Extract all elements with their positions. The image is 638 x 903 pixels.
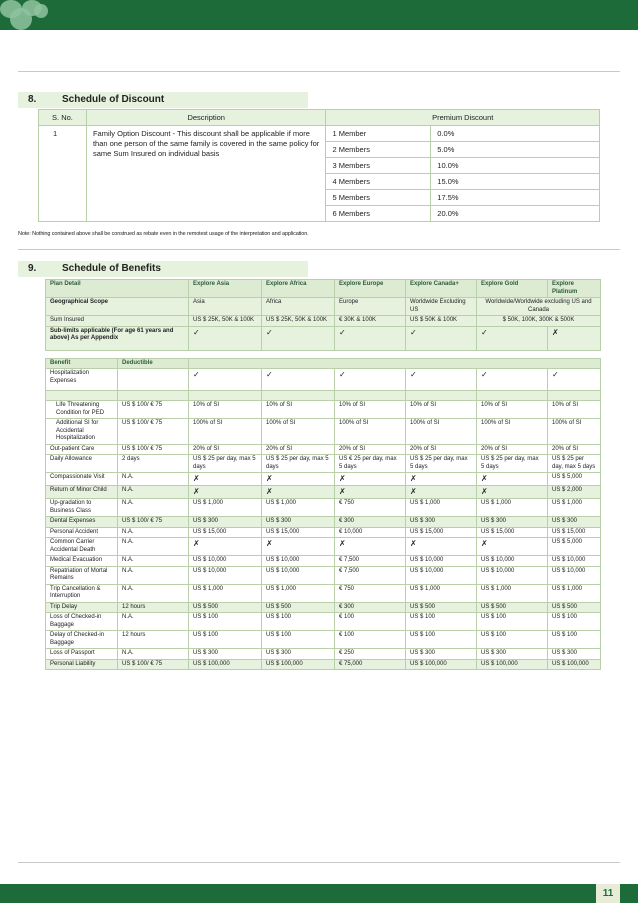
member-count: 3 Members xyxy=(326,158,431,174)
cross-icon: ✗ xyxy=(262,473,335,486)
benefit-name: Personal Liability xyxy=(46,659,118,670)
benefit-row xyxy=(46,391,601,401)
benefit-value: US $ 100,000 xyxy=(262,659,335,670)
plan-header-cell: Explore Platinum xyxy=(548,280,601,298)
benefit-value: US $ 300 xyxy=(477,517,548,528)
cross-icon: ✗ xyxy=(406,538,477,556)
benefit-row xyxy=(46,649,601,660)
benefit-deductible xyxy=(118,391,189,401)
discount-rate: 17.5% xyxy=(431,190,600,206)
mid-rule xyxy=(18,249,620,250)
benefit-deductible: N.A. xyxy=(118,486,189,499)
benefit-value: US $ 100 xyxy=(262,631,335,649)
benefit-value: US $ 1,000 xyxy=(406,584,477,602)
benefit-value: US $ 25 per day, max 5 days xyxy=(406,455,477,473)
cross-icon: ✗ xyxy=(189,538,262,556)
benefit-value: 10% of SI xyxy=(335,401,406,419)
benefit-value: 10% of SI xyxy=(548,401,601,419)
section-title: Schedule of Benefits xyxy=(62,263,161,274)
benefit-row xyxy=(46,455,601,473)
sum-insured-value: US $ 25K, 50K & 100K xyxy=(189,316,262,327)
benefit-value: € 10,000 xyxy=(335,527,406,538)
benefit-value: 20% of SI xyxy=(335,444,406,455)
benefit-value: 20% of SI xyxy=(477,444,548,455)
benefit-row xyxy=(46,556,601,567)
benefit-row xyxy=(46,419,601,445)
benefit-deductible: US $ 100/ € 75 xyxy=(118,444,189,455)
benefit-value xyxy=(335,391,406,401)
plan-header-cell: Explore Asia xyxy=(189,280,262,298)
benefit-value: € 7,500 xyxy=(335,556,406,567)
benefit-row xyxy=(46,631,601,649)
benefit-value: US $ 10,000 xyxy=(262,556,335,567)
benefit-value: US $ 1,000 xyxy=(477,584,548,602)
benefit-value: US $ 100,000 xyxy=(477,659,548,670)
benefit-name: Out-patient Care xyxy=(46,444,118,455)
benefit-value: 100% of SI xyxy=(262,419,335,445)
benefit-value: 20% of SI xyxy=(189,444,262,455)
benefit-value: US $ 1,000 xyxy=(548,584,601,602)
benefit-value: US $ 5,000 xyxy=(548,473,601,486)
benefit-deductible: 12 hours xyxy=(118,602,189,613)
benefit-value: € 7,500 xyxy=(335,566,406,584)
benefit-name: Up-gradation to Business Class xyxy=(46,499,118,517)
benefit-value: US $ 15,000 xyxy=(548,527,601,538)
sum-insured-value: US $ 25K, 50K & 100K xyxy=(262,316,335,327)
cross-icon: ✗ xyxy=(335,538,406,556)
benefit-value: US $ 1,000 xyxy=(189,499,262,517)
benefit-value: US $ 100 xyxy=(477,631,548,649)
benefit-deductible: US $ 100/ € 75 xyxy=(118,401,189,419)
benefit-value: US $ 500 xyxy=(548,602,601,613)
benefit-value: 100% of SI xyxy=(189,419,262,445)
discount-rate: 15.0% xyxy=(431,174,600,190)
sublimits-row xyxy=(46,326,601,350)
benefit-value: 20% of SI xyxy=(548,444,601,455)
benefit-name: Dental Expenses xyxy=(46,517,118,528)
check-icon: ✓ xyxy=(189,326,262,350)
discount-section-heading xyxy=(18,92,308,108)
benefit-value: US $ 25 per day, max 5 days xyxy=(262,455,335,473)
benefit-value: US $ 100 xyxy=(262,613,335,631)
check-icon: ✓ xyxy=(477,369,548,391)
benefit-value: US $ 500 xyxy=(262,602,335,613)
benefit-name: Common Carrier Accidental Death xyxy=(46,538,118,556)
benefit-deductible: US $ 100/ € 75 xyxy=(118,517,189,528)
check-icon: ✓ xyxy=(406,369,477,391)
benefit-value: US $ 100 xyxy=(477,613,548,631)
discount-rate: 20.0% xyxy=(431,206,600,222)
benefit-value: US $ 100 xyxy=(189,631,262,649)
discount-row xyxy=(39,126,600,142)
benefit-value: € 75,000 xyxy=(335,659,406,670)
footer-rule xyxy=(18,862,620,863)
benefit-value: US $ 300 xyxy=(406,517,477,528)
discount-rate: 10.0% xyxy=(431,158,600,174)
benefit-row xyxy=(46,613,601,631)
benefit-value xyxy=(189,391,262,401)
plan-header-cell: Explore Africa xyxy=(262,280,335,298)
page-number: 11 xyxy=(596,884,620,903)
benefit-value: US $ 10,000 xyxy=(189,566,262,584)
member-count: 2 Members xyxy=(326,142,431,158)
header-bar xyxy=(0,0,638,30)
benefit-name: Trip Cancellation & Interruption xyxy=(46,584,118,602)
benefit-name: Personal Accident xyxy=(46,527,118,538)
benefit-value: US $ 500 xyxy=(406,602,477,613)
benefit-value: 100% of SI xyxy=(335,419,406,445)
benefit-value: US $ 1,000 xyxy=(262,584,335,602)
header-sno: S. No. xyxy=(39,110,87,126)
benefit-name: Delay of Checked-in Baggage xyxy=(46,631,118,649)
check-icon: ✓ xyxy=(335,326,406,350)
discount-rate: 0.0% xyxy=(431,126,600,142)
benefit-value: US $ 300 xyxy=(189,649,262,660)
benefit-value: US $ 10,000 xyxy=(477,556,548,567)
benefit-value: US $ 1,000 xyxy=(189,584,262,602)
benefit-value: US $ 300 xyxy=(262,649,335,660)
benefit-deductible: 2 days xyxy=(118,455,189,473)
benefit-value: 20% of SI xyxy=(262,444,335,455)
benefit-value: 10% of SI xyxy=(406,401,477,419)
header-premium-discount: Premium Discount xyxy=(326,110,600,126)
benefit-value: € 750 xyxy=(335,499,406,517)
benefit-value: US € 25 per day, max 5 days xyxy=(335,455,406,473)
benefit-deductible: N.A. xyxy=(118,499,189,517)
header-description: Description xyxy=(86,110,326,126)
benefit-deductible: N.A. xyxy=(118,527,189,538)
benefit-value: US $ 500 xyxy=(477,602,548,613)
benefit-value: US $ 10,000 xyxy=(189,556,262,567)
benefit-value: US $ 100,000 xyxy=(548,659,601,670)
benefit-deductible: 12 hours xyxy=(118,631,189,649)
benefit-value: US $ 300 xyxy=(406,649,477,660)
benefits-section-heading xyxy=(18,261,308,277)
benefit-value: US $ 300 xyxy=(477,649,548,660)
check-icon: ✓ xyxy=(335,369,406,391)
benefit-value: US $ 10,000 xyxy=(548,556,601,567)
benefit-value: US $ 1,000 xyxy=(548,499,601,517)
geo-scope-value: Europe xyxy=(335,298,406,316)
benefit-value: US $ 300 xyxy=(548,649,601,660)
benefit-value: US $ 15,000 xyxy=(406,527,477,538)
sum-insured-value: € 30K & 100K xyxy=(335,316,406,327)
cross-icon: ✗ xyxy=(335,486,406,499)
benefits-table xyxy=(45,279,601,670)
benefit-value: US $ 300 xyxy=(262,517,335,528)
sum-insured-row xyxy=(46,316,601,327)
benefit-value: US $ 100,000 xyxy=(406,659,477,670)
geo-scope-value: Asia xyxy=(189,298,262,316)
benefit-deductible: N.A. xyxy=(118,649,189,660)
benefit-value: US $ 100,000 xyxy=(189,659,262,670)
benefit-value: US $ 100 xyxy=(406,613,477,631)
benefit-name: Additional SI for Accidental Hospitalization xyxy=(46,419,118,445)
cross-icon: ✗ xyxy=(189,473,262,486)
benefit-value: US $ 25 per day, max 5 days xyxy=(189,455,262,473)
header-fill xyxy=(189,358,601,369)
benefit-value: US $ 1,000 xyxy=(406,499,477,517)
benefit-value: US $ 300 xyxy=(189,517,262,528)
section-number: 9. xyxy=(28,263,37,274)
benefit-value: € 100 xyxy=(335,613,406,631)
benefit-name: Loss of Checked-in Baggage xyxy=(46,613,118,631)
benefit-value: US $ 15,000 xyxy=(189,527,262,538)
benefit-row xyxy=(46,401,601,419)
benefit-value: 100% of SI xyxy=(406,419,477,445)
benefit-value: US $ 10,000 xyxy=(477,566,548,584)
cross-icon: ✗ xyxy=(406,473,477,486)
benefit-value: US $ 100 xyxy=(548,631,601,649)
benefit-row xyxy=(46,473,601,486)
cross-icon: ✗ xyxy=(189,486,262,499)
benefit-row xyxy=(46,527,601,538)
sum-insured-value: $ 50K, 100K, 300K & 500K xyxy=(477,316,601,327)
benefit-row xyxy=(46,486,601,499)
check-icon: ✓ xyxy=(262,326,335,350)
benefit-row xyxy=(46,659,601,670)
benefit-value: US $ 10,000 xyxy=(406,556,477,567)
member-count: 5 Members xyxy=(326,190,431,206)
benefit-row xyxy=(46,584,601,602)
cross-icon: ✗ xyxy=(262,486,335,499)
spacer-row xyxy=(46,350,601,358)
check-icon: ✓ xyxy=(477,326,548,350)
benefit-row xyxy=(46,444,601,455)
sublimits-label: Sub-limits applicable (For age 61 years and above) As per Appendix xyxy=(46,326,189,350)
benefit-name: Life Threatening Condition for PED xyxy=(46,401,118,419)
benefit-deductible: N.A. xyxy=(118,556,189,567)
plan-header-cell: Plan Detail xyxy=(46,280,189,298)
check-icon: ✓ xyxy=(262,369,335,391)
benefit-deductible: N.A. xyxy=(118,538,189,556)
benefit-name: Loss of Passport xyxy=(46,649,118,660)
benefit-header-cell: Benefit xyxy=(46,358,118,369)
benefit-value: US $ 25 per day, max 5 days xyxy=(477,455,548,473)
plan-header-cell: Explore Europe xyxy=(335,280,406,298)
benefit-deductible: US $ 100/ € 75 xyxy=(118,419,189,445)
section-number: 8. xyxy=(28,94,37,105)
cross-icon: ✗ xyxy=(477,473,548,486)
benefit-row xyxy=(46,517,601,528)
cross-icon: ✗ xyxy=(262,538,335,556)
benefit-value: US $ 300 xyxy=(548,517,601,528)
benefit-value: € 300 xyxy=(335,517,406,528)
benefit-name xyxy=(46,391,118,401)
benefit-value: US $ 10,000 xyxy=(406,566,477,584)
section-title: Schedule of Discount xyxy=(62,94,165,105)
sum-insured-label: Sum Insured xyxy=(46,316,189,327)
benefit-deductible: N.A. xyxy=(118,473,189,486)
discount-rate: 5.0% xyxy=(431,142,600,158)
member-count: 4 Members xyxy=(326,174,431,190)
benefit-value: 20% of SI xyxy=(406,444,477,455)
benefit-row xyxy=(46,602,601,613)
benefit-row xyxy=(46,566,601,584)
benefit-name: Hospitalization Expenses xyxy=(46,369,118,391)
benefit-deductible: N.A. xyxy=(118,566,189,584)
benefit-value xyxy=(262,391,335,401)
benefit-value: US $ 1,000 xyxy=(477,499,548,517)
benefit-row xyxy=(46,369,601,391)
benefit-deductible: N.A. xyxy=(118,613,189,631)
benefit-value: US $ 10,000 xyxy=(262,566,335,584)
benefit-value xyxy=(477,391,548,401)
benefit-deductible: N.A. xyxy=(118,584,189,602)
spacer xyxy=(46,350,601,358)
benefit-name: Trip Delay xyxy=(46,602,118,613)
benefit-value: US $ 500 xyxy=(189,602,262,613)
benefit-value: US $ 5,000 xyxy=(548,538,601,556)
benefit-row xyxy=(46,499,601,517)
geo-scope-value: Worldwide Excluding US xyxy=(406,298,477,316)
benefit-value: 10% of SI xyxy=(262,401,335,419)
benefit-name: Return of Minor Child xyxy=(46,486,118,499)
cross-icon: ✗ xyxy=(548,326,601,350)
check-icon: ✓ xyxy=(548,369,601,391)
plan-header-row xyxy=(46,280,601,298)
cross-icon: ✗ xyxy=(477,486,548,499)
geo-scope-label: Geographical Scope xyxy=(46,298,189,316)
benefit-header-row xyxy=(46,358,601,369)
benefit-deductible xyxy=(118,369,189,391)
benefit-value: € 100 xyxy=(335,631,406,649)
top-rule xyxy=(18,71,620,72)
benefit-name: Daily Allowance xyxy=(46,455,118,473)
member-count: 6 Members xyxy=(326,206,431,222)
geo-scope-value: Worldwide/Worldwide excluding US and Canada xyxy=(477,298,601,316)
benefit-name: Repatriation of Mortal Remains xyxy=(46,566,118,584)
benefit-value xyxy=(548,391,601,401)
benefit-value: 10% of SI xyxy=(477,401,548,419)
plan-header-cell: Explore Canada+ xyxy=(406,280,477,298)
benefit-value: € 250 xyxy=(335,649,406,660)
geo-scope-value: Africa xyxy=(262,298,335,316)
cross-icon: ✗ xyxy=(477,538,548,556)
benefit-value: US $ 100 xyxy=(406,631,477,649)
benefit-value: US $ 2,000 xyxy=(548,486,601,499)
check-icon: ✓ xyxy=(406,326,477,350)
geo-scope-row xyxy=(46,298,601,316)
member-count: 1 Member xyxy=(326,126,431,142)
discount-note: Note: Nothing contained above shall be construed as rebate even in the remotest usage of the interpretation and application. xyxy=(18,231,309,237)
check-icon: ✓ xyxy=(189,369,262,391)
discount-description: Family Option Discount - This discount shall be applicable if more than one person of the same family is covered in the same policy for same Sum Insured on individual basis xyxy=(86,126,326,222)
cross-icon: ✗ xyxy=(406,486,477,499)
benefit-value: 10% of SI xyxy=(189,401,262,419)
benefit-value: US $ 10,000 xyxy=(548,566,601,584)
plan-header-cell: Explore Gold xyxy=(477,280,548,298)
benefit-name: Compassionate Visit xyxy=(46,473,118,486)
benefit-value: 100% of SI xyxy=(548,419,601,445)
benefit-row xyxy=(46,538,601,556)
benefit-value: US $ 100 xyxy=(189,613,262,631)
sum-insured-value: US $ 50K & 100K xyxy=(406,316,477,327)
cross-icon: ✗ xyxy=(335,473,406,486)
benefit-value: € 750 xyxy=(335,584,406,602)
benefit-value xyxy=(406,391,477,401)
deductible-header-cell: Deductible xyxy=(118,358,189,369)
benefit-name: Medical Evacuation xyxy=(46,556,118,567)
footer-bar xyxy=(0,884,638,903)
benefit-value: 100% of SI xyxy=(477,419,548,445)
benefit-value: US $ 15,000 xyxy=(262,527,335,538)
benefit-value: € 300 xyxy=(335,602,406,613)
discount-sno: 1 xyxy=(39,126,87,222)
benefit-value: US $ 15,000 xyxy=(477,527,548,538)
discount-table xyxy=(38,109,600,222)
benefit-value: US $ 25 per day, max 5 days xyxy=(548,455,601,473)
benefit-value: US $ 1,000 xyxy=(262,499,335,517)
benefit-value: US $ 100 xyxy=(548,613,601,631)
benefit-deductible: US $ 100/ € 75 xyxy=(118,659,189,670)
